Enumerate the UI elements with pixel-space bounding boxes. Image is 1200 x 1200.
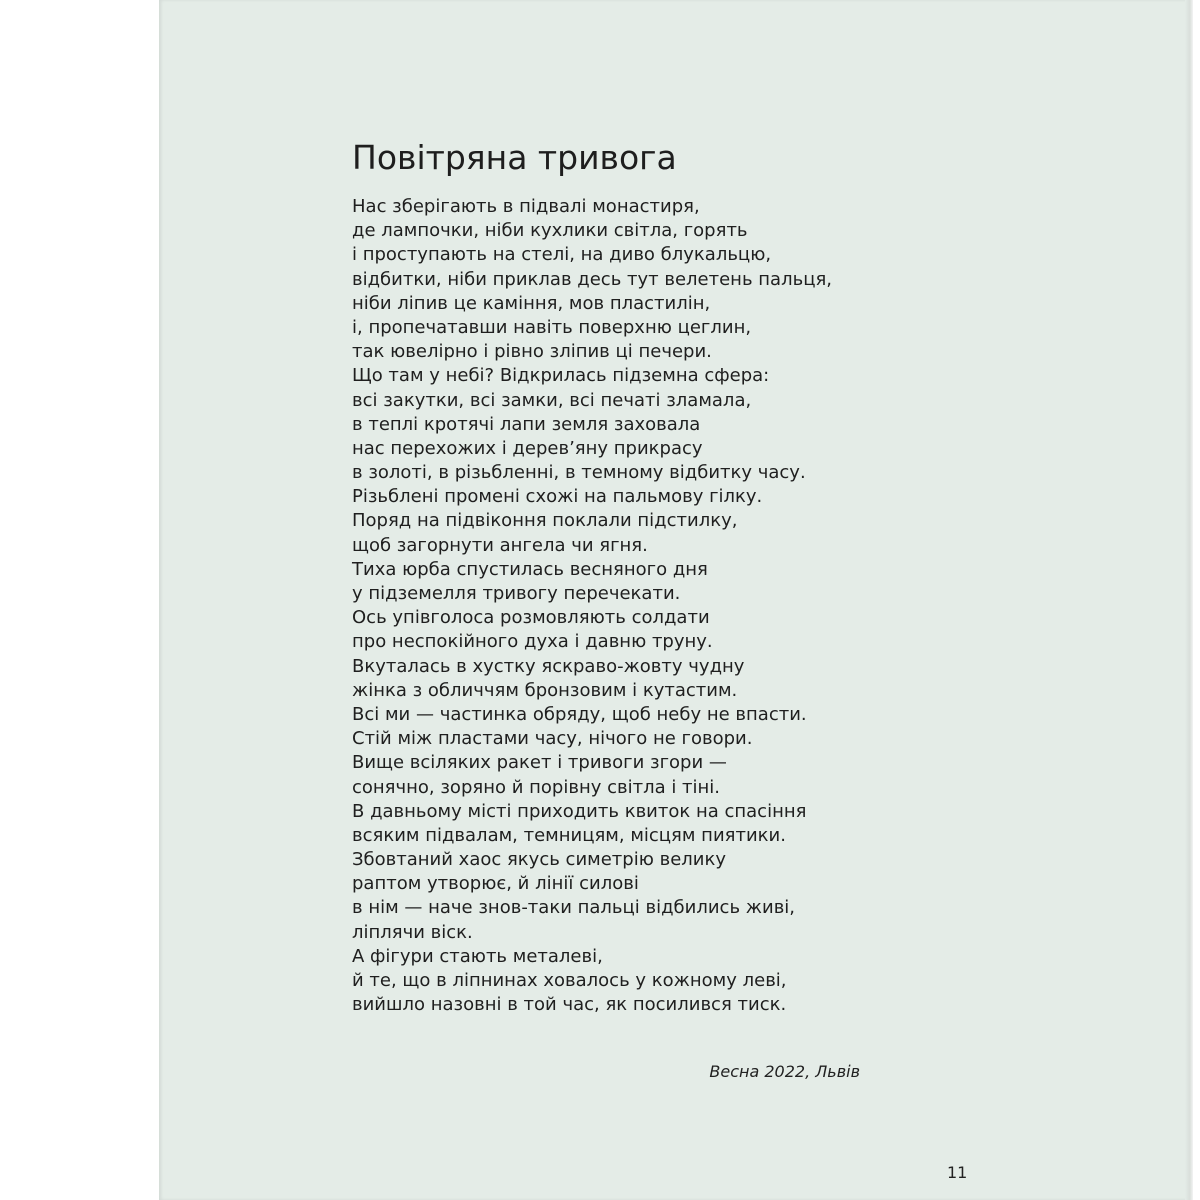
poem-line: і, пропечатавши навіть поверхню цеглин, [352, 316, 752, 338]
poem-line: щоб загорнути ангела чи ягня. [352, 534, 648, 556]
poem-line: Різьблені промені схожі на пальмову гілку. [352, 486, 763, 508]
poem-line: ніби ліпив це каміння, мов пластилін, [352, 292, 711, 314]
page-edge [1185, 0, 1193, 1200]
poem-line: Збовтаний хаос якусь симетрію велику [352, 849, 727, 871]
poem-signature: Весна 2022, Львів [709, 1062, 860, 1081]
poem-line: Що там у небі? Відкрилась підземна сфера: [352, 365, 770, 387]
poem-line: Поряд на підвіконня поклали підстилку, [352, 510, 738, 532]
poem-line: Всі ми — частинка обряду, щоб небу не впасти. [352, 703, 807, 725]
poem-line: Стій між пластами часу, нічого не говори. [352, 728, 753, 750]
poem-line: і проступають на стелі, на диво блукальцю, [352, 244, 772, 266]
poem-line: в золоті, в різьбленні, в темному відбитку часу. [352, 462, 806, 484]
poem-line: де лампочки, ніби кухлики світла, горять [352, 220, 748, 242]
poem-line: відбитки, ніби приклав десь тут велетень пальця, [352, 268, 832, 290]
poem-line: Ось упівголоса розмовляють солдати [352, 607, 710, 629]
page-number: 11 [947, 1163, 968, 1182]
poem-body [352, 195, 832, 1017]
poem-line: В давньому місті приходить квиток на спасіння [352, 800, 807, 822]
poem-line: всяким підвалам, темницям, місцям пиятики. [352, 824, 786, 846]
poem-line: нас перехожих і дерев’яну прикрасу [352, 437, 703, 459]
poem-line: так ювелірно і рівно зліпив ці печери. [352, 341, 712, 363]
poem-line: в теплі кротячі лапи земля заховала [352, 413, 701, 435]
poem-line: Тиха юрба спустилась весняного дня [352, 558, 708, 580]
poem-line: про неспокійного духа і давню труну. [352, 631, 713, 653]
poem-line: й те, що в ліпнинах ховалось у кожному леві, [352, 970, 787, 991]
poem-line: в нім — наче знов-таки пальці відбились живі, [352, 897, 796, 919]
poem-line: ліплячи віск. [352, 921, 473, 943]
poem-line: вийшло назовні в той час, як посилився тиск. [352, 994, 787, 1016]
poem-line: раптом утворює, й лінії силові [352, 873, 639, 895]
poem-line: Нас зберігають в підвалі монастиря, [352, 196, 700, 217]
poem-line: у підземелля тривогу перечекати. [352, 583, 681, 604]
poem-line: жінка з обличчям бронзовим і кутастим. [352, 679, 738, 701]
poem-line: сонячно, зоряно й порівну світла і тіні. [352, 776, 721, 798]
poem-line: всі закутки, всі замки, всі печаті зламала, [352, 389, 752, 411]
book-page [159, 0, 1193, 1200]
poem-line: А фігури стають металеві, [352, 945, 603, 967]
poem-line: Вкуталась в хустку яскраво-жовту чудну [352, 655, 745, 677]
poem-line: Вище всіляких ракет і тривоги згори — [352, 752, 727, 774]
poem-title: Повітряна тривога [352, 138, 677, 177]
